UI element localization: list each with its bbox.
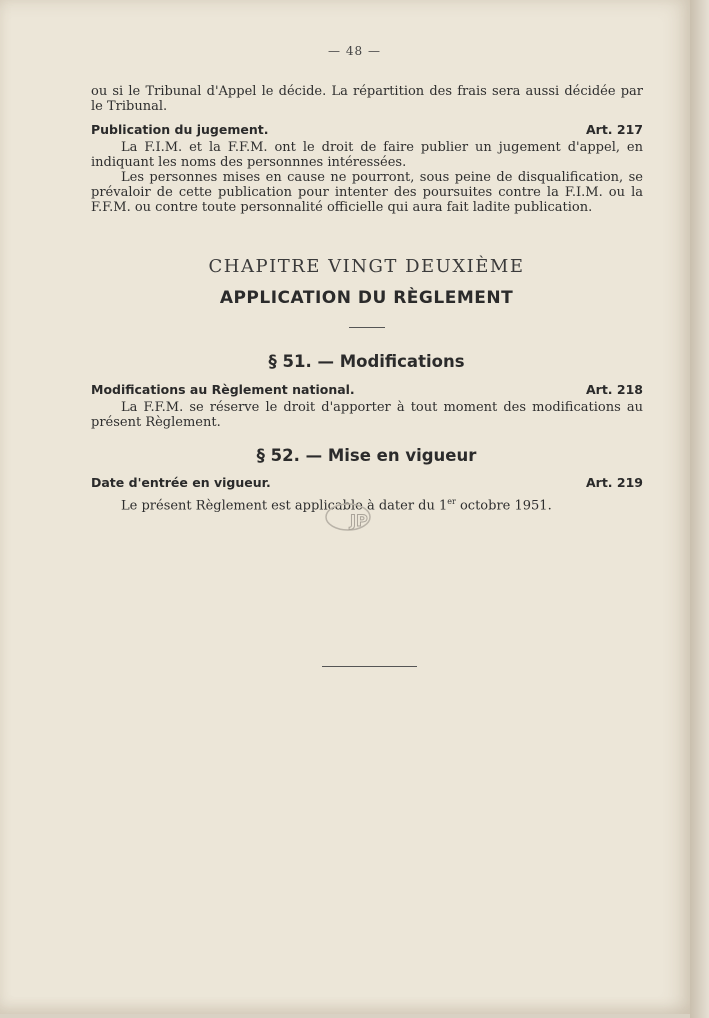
article-219-title: Date d'entrée en vigueur. xyxy=(91,475,271,490)
article-218-title: Modifications au Règlement national. xyxy=(91,382,355,397)
page-edge xyxy=(690,0,709,1018)
article-218-number: Art. 218 xyxy=(585,382,643,397)
section-52-heading: § 52. — Mise en vigueur xyxy=(256,446,477,465)
stamp-letters: JP xyxy=(350,511,368,530)
article-218-header xyxy=(91,382,643,398)
divider-end xyxy=(322,666,417,667)
article-219-header xyxy=(91,475,643,491)
section-51-heading: § 51. — Modifications xyxy=(268,352,465,371)
article-217-header xyxy=(91,122,643,138)
paragraph-disqualification: Les personnes mises en cause ne pourront, sous peine de disqualification, se prévaloir de cette publication pour intenter des poursuites contre la F.I.M. ou la F.F.M. ou contre toute personnalité officielle qui aura fait ladite publication. xyxy=(91,170,643,215)
article-219-number: Art. 219 xyxy=(585,475,643,490)
page-number: — 48 — xyxy=(328,44,381,58)
divider-short xyxy=(349,327,385,328)
chapter-number: CHAPITRE VINGT DEUXIÈME xyxy=(208,256,525,277)
effective-date-end: octobre 1951. xyxy=(455,498,552,514)
chapter-title: APPLICATION DU RÈGLEMENT xyxy=(219,288,514,308)
paragraph-modifications: La F.F.M. se réserve le droit d'apporter à tout moment des modifications au présent Règlement. xyxy=(91,400,643,430)
watermark-stamp xyxy=(320,500,382,534)
paragraph-publication-right: La F.I.M. et la F.F.M. ont le droit de faire publier un jugement d'appel, en indiquant les noms des personnnes intéressées. xyxy=(91,140,643,170)
effective-date-text: Le présent Règlement est applicable à dater du 1 xyxy=(121,498,448,514)
article-217-number: Art. 217 xyxy=(585,122,643,137)
article-217-title: Publication du jugement. xyxy=(91,122,269,137)
ordinal-superscript: er xyxy=(447,497,456,506)
paragraph-continuation: ou si le Tribunal d'Appel le décide. La répartition des frais sera aussi décidée par le Tribunal. xyxy=(91,84,643,114)
